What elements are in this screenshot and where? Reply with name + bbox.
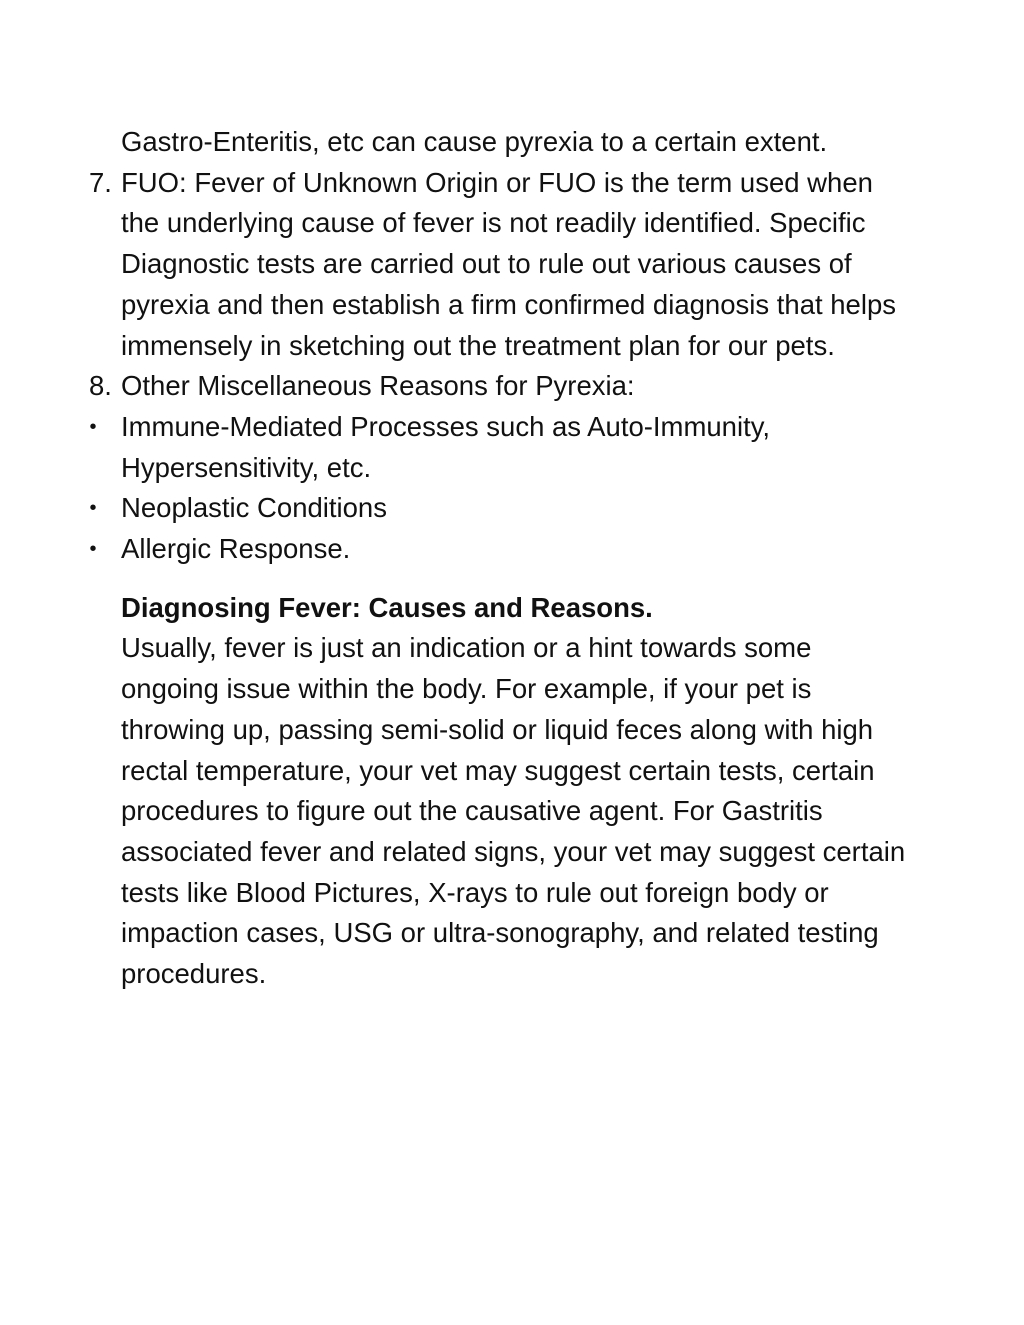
list-item-text: Allergic Response. <box>121 533 351 565</box>
list-item-text: Other Miscellaneous Reasons for Pyrexia: <box>121 370 635 402</box>
list-item-text: FUO: Fever of Unknown Origin or FUO is the term used when the underlying cause of fever is not readily identified. Specific Diagnostic tests are carried out to rule out various causes of pyrexia and then establish a firm confirmed diagnosis that helps immensely in sketching out the treatment plan for our pets. <box>121 166 897 361</box>
numbered-item-7 <box>89 163 911 367</box>
list-number: 7. <box>89 166 112 198</box>
page-content <box>89 122 911 995</box>
section-body: Usually, fever is just an indication or a hint towards some ongoing issue within the body. For example, if your pet is throwing up, passing semi-solid or liquid feces along with high rectal temperature, your vet may suggest certain tests, certain procedures to figure out the causative agent. For Gastritis associated fever and related signs, your vet may suggest certain tests like Blood Pictures, X-rays to rule out foreign body or impaction cases, USG or ultra-sonography, and related testing procedures. <box>121 632 906 990</box>
list-number: 8. <box>89 370 112 402</box>
bullet-icon: • <box>89 415 97 438</box>
bullet-item-immune <box>89 407 911 488</box>
list-item-text: Neoplastic Conditions <box>121 492 387 524</box>
bullet-item-neoplastic <box>89 488 911 529</box>
bullet-icon: • <box>89 538 97 561</box>
list-item-text: Immune-Mediated Processes such as Auto-Immunity, Hypersensitivity, etc. <box>121 410 771 483</box>
numbered-item-8 <box>89 366 911 407</box>
bullet-icon: • <box>89 497 97 520</box>
bullet-item-allergic <box>89 529 911 570</box>
section-heading: Diagnosing Fever: Causes and Reasons. <box>121 591 653 623</box>
continued-paragraph: Gastro-Enteritis, etc can cause pyrexia to a certain extent. <box>121 126 828 157</box>
